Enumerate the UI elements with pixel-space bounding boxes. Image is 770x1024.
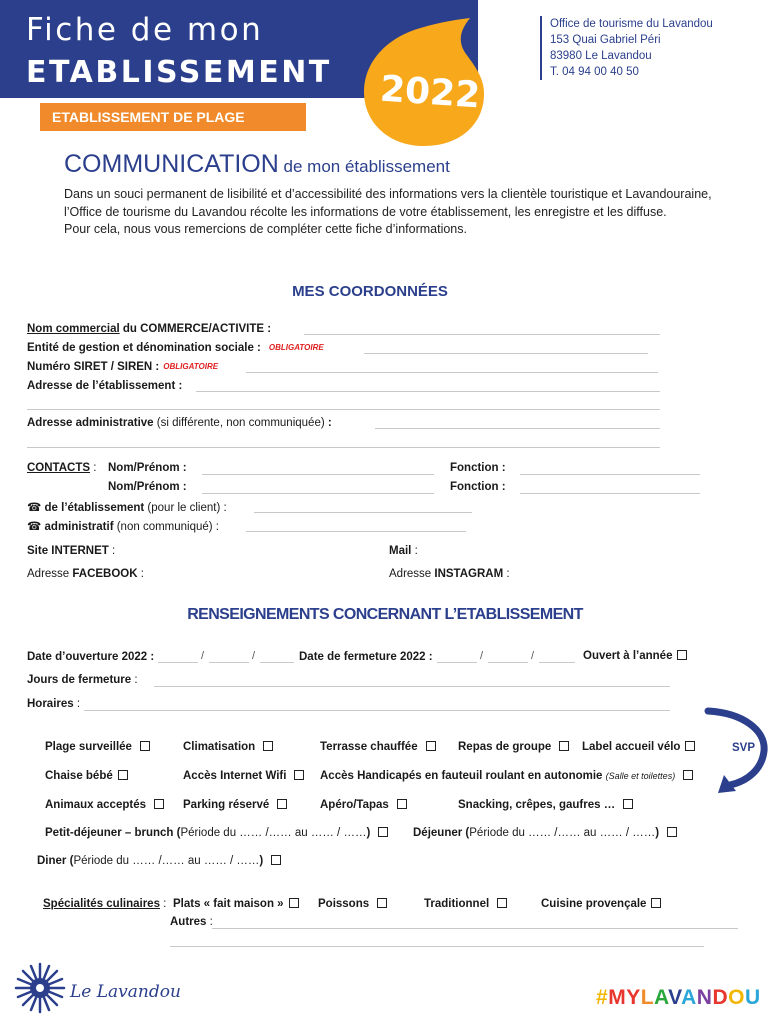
option-handicapes: Accès Handicapés en fauteuil roulant en autonomie (Salle et toilettes) (320, 770, 693, 782)
nom-commercial-label: Nom commercial du COMMERCE/ACTIVITE : (27, 323, 272, 335)
hashtag-letter: Y (626, 986, 641, 1009)
office-address-block (540, 16, 713, 80)
option-repas-groupe: Repas de groupe (458, 741, 569, 753)
hashtag-letter: M (608, 986, 627, 1009)
tel-etablissement-label: ☎ de l’établissement (pour le client) : (27, 502, 227, 514)
adresse-etablissement-field-2[interactable] (27, 409, 660, 410)
adresse-admin-label: Adresse administrative (si différente, non communiquée) : (27, 417, 332, 429)
fonction-label-2: Fonction : (450, 481, 506, 493)
fonction-field-1[interactable] (520, 474, 700, 475)
office-city: 83980 Le Lavandou (550, 50, 652, 62)
option-apero: Apéro/Tapas (320, 799, 407, 811)
traditionnel-checkbox[interactable] (497, 898, 507, 908)
date-ouverture-day[interactable] (158, 662, 198, 663)
dejeuner-checkbox[interactable] (667, 827, 677, 837)
date-fermeture-year[interactable] (539, 662, 575, 663)
autres-label: Autres : (170, 916, 213, 928)
hashtag-mylavandou (596, 986, 761, 1010)
mail-label: Mail : (389, 545, 418, 557)
hashtag-letter: A (681, 986, 697, 1009)
page-title-line1: Fiche de mon (26, 12, 264, 48)
nom-prenom-field-2[interactable] (202, 493, 434, 494)
nom-commercial-field[interactable] (304, 334, 660, 335)
page-title-line2: ETABLISSEMENT (26, 55, 332, 90)
date-separator: / (252, 650, 256, 662)
hashtag-letter: V (668, 986, 682, 1009)
wifi-checkbox[interactable] (294, 770, 304, 780)
hashtag-letter: D (712, 986, 729, 1009)
office-phone: T. 04 94 00 40 50 (550, 66, 639, 78)
adresse-admin-field-2[interactable] (27, 447, 660, 448)
terrasse-checkbox[interactable] (426, 741, 436, 751)
option-petit-dejeuner: Petit-déjeuner – brunch (Période du …… /…… au …… / ……) (45, 827, 388, 839)
hashtag-letter: N (696, 986, 713, 1009)
jours-fermeture-field[interactable] (154, 686, 670, 687)
specialites-label: Spécialités culinaires : (43, 898, 167, 910)
communication-title-small: de mon établissement (278, 157, 450, 176)
autres-field-2[interactable] (170, 946, 704, 947)
office-street: 153 Quai Gabriel Péri (550, 34, 661, 46)
provencale-checkbox[interactable] (651, 898, 661, 908)
diner-checkbox[interactable] (271, 855, 281, 865)
lavandou-sun-logo-icon (14, 962, 66, 1014)
facebook-label: Adresse FACEBOOK : (27, 568, 144, 580)
date-fermeture-day[interactable] (437, 662, 477, 663)
date-ouverture-label: Date d’ouverture 2022 : (27, 651, 155, 663)
label-velo-checkbox[interactable] (685, 741, 695, 751)
ouvert-annee-checkbox[interactable] (677, 650, 687, 660)
section-title-renseignements: RENSEIGNEMENTS CONCERNANT L’ETABLISSEMENT (187, 606, 583, 623)
option-parking: Parking réservé (183, 799, 287, 811)
phone-icon: ☎ de l’établissement (27, 502, 145, 514)
site-internet-label: Site INTERNET : (27, 545, 116, 557)
adresse-etablissement-label: Adresse de l’établissement : (27, 380, 183, 392)
poissons-checkbox[interactable] (377, 898, 387, 908)
nom-prenom-label-2: Nom/Prénom : (108, 481, 187, 493)
svp-label: SVP (732, 742, 756, 754)
parking-checkbox[interactable] (277, 799, 287, 809)
date-separator: / (531, 650, 535, 662)
option-provencale: Cuisine provençale (541, 898, 661, 910)
option-poissons: Poissons (318, 898, 387, 910)
category-badge: ETABLISSEMENT DE PLAGE (40, 103, 306, 131)
nom-prenom-field-1[interactable] (202, 474, 434, 475)
hashtag-letter: U (744, 986, 761, 1009)
option-traditionnel: Traditionnel (424, 898, 507, 910)
tel-admin-field[interactable] (246, 531, 466, 532)
handicapes-checkbox[interactable] (683, 770, 693, 780)
option-snacking: Snacking, crêpes, gaufres … (458, 799, 633, 811)
phone-icon: ☎ administratif (27, 521, 114, 533)
option-wifi: Accès Internet Wifi (183, 770, 304, 782)
option-plage-surveillee: Plage surveillée (45, 741, 150, 753)
option-terrasse: Terrasse chauffée (320, 741, 436, 753)
date-fermeture-month[interactable] (488, 662, 528, 663)
snacking-checkbox[interactable] (623, 799, 633, 809)
option-dejeuner: Déjeuner (Période du …… /…… au …… / ……) (413, 827, 677, 839)
option-diner: Diner (Période du …… /…… au …… / ……) (37, 855, 281, 867)
lavandou-logo-text: Le Lavandou (70, 982, 181, 1002)
section-title-coordonnees: MES COORDONNÉES (292, 283, 448, 300)
siret-label: Numéro SIRET / SIREN : OBLIGATOIRE (27, 361, 219, 373)
option-climatisation: Climatisation (183, 741, 273, 753)
year-label: 2022 (378, 68, 482, 117)
date-ouverture-month[interactable] (209, 662, 249, 663)
option-animaux: Animaux acceptés (45, 799, 164, 811)
adresse-admin-field[interactable] (375, 428, 660, 429)
option-chaise-bebe: Chaise bébé (45, 770, 128, 782)
office-name: Office de tourisme du Lavandou (550, 18, 713, 30)
jours-fermeture-label: Jours de fermeture : (27, 674, 138, 686)
entite-field[interactable] (364, 353, 648, 354)
repas-groupe-checkbox[interactable] (559, 741, 569, 751)
intro-paragraph-2: Pour cela, nous vous remercions de compléter cette fiche d’informations. (64, 222, 467, 236)
tel-etablissement-field[interactable] (254, 512, 472, 513)
hashtag-letter: L (640, 986, 655, 1009)
apero-checkbox[interactable] (397, 799, 407, 809)
ouvert-annee-option: Ouvert à l’année (583, 650, 687, 662)
fait-maison-checkbox[interactable] (289, 898, 299, 908)
autres-field[interactable] (212, 928, 738, 929)
option-fait-maison: Plats « fait maison » (173, 898, 299, 910)
hashtag-letter: # (596, 986, 609, 1009)
horaires-field[interactable] (84, 710, 670, 711)
obligatoire-tag: OBLIGATOIRE (163, 362, 219, 371)
plage-surveillee-checkbox[interactable] (140, 741, 150, 751)
animaux-checkbox[interactable] (154, 799, 164, 809)
nom-prenom-label-1: Nom/Prénom : (108, 462, 187, 474)
fonction-field-2[interactable] (520, 493, 700, 494)
horaires-label: Horaires : (27, 698, 81, 710)
contacts-label: CONTACTS : (27, 462, 97, 474)
obligatoire-tag: OBLIGATOIRE (268, 343, 324, 352)
intro-text (64, 186, 714, 239)
communication-title-big: COMMUNICATION (64, 150, 279, 178)
petit-dejeuner-checkbox[interactable] (378, 827, 388, 837)
intro-paragraph-1: Dans un souci permanent de lisibilité et d’accessibilité des informations vers la clientèle touristique et Lavandouraine, l’Office de tourisme du Lavandou récolte les informations de votre établissement, les enregistre et les diffuse. (64, 187, 712, 219)
climatisation-checkbox[interactable] (263, 741, 273, 751)
adresse-etablissement-field[interactable] (196, 391, 660, 392)
siret-field[interactable] (246, 372, 658, 373)
date-separator: / (480, 650, 484, 662)
communication-title (64, 150, 450, 179)
tel-admin-label: ☎ administratif (non communiqué) : (27, 521, 219, 533)
chaise-bebe-checkbox[interactable] (118, 770, 128, 780)
fonction-label-1: Fonction : (450, 462, 506, 474)
date-separator: / (201, 650, 205, 662)
hashtag-letter: O (728, 986, 745, 1009)
instagram-label: Adresse INSTAGRAM : (389, 568, 510, 580)
date-ouverture-year[interactable] (260, 662, 294, 663)
date-fermeture-label: Date de fermeture 2022 : (299, 651, 433, 663)
hashtag-letter: A (654, 986, 669, 1009)
entite-label: Entité de gestion et dénomination sociale : OBLIGATOIRE (27, 342, 324, 354)
option-label-velo: Label accueil vélo (582, 741, 695, 753)
